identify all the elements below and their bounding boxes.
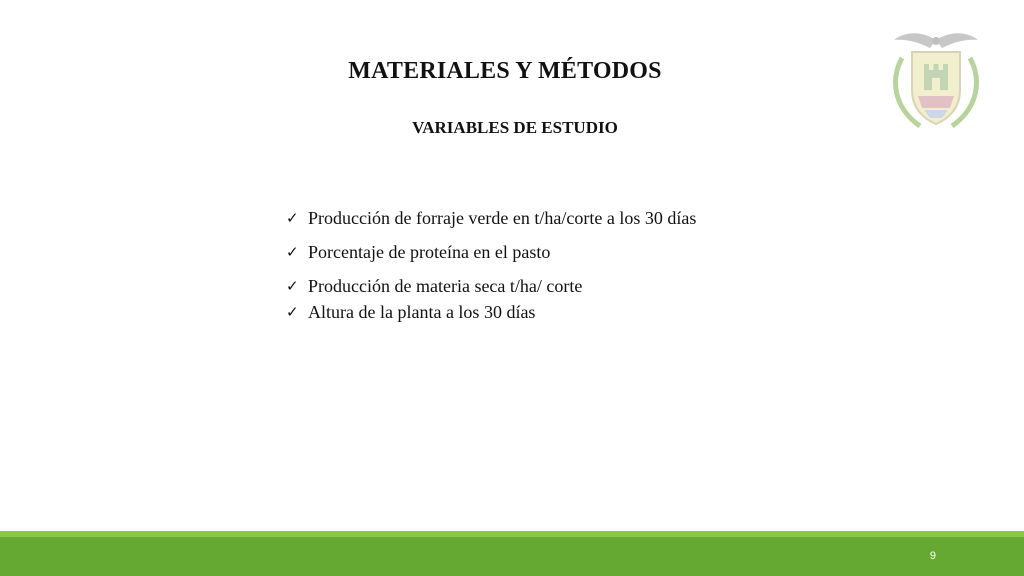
slide-title: MATERIALES Y MÉTODOS — [348, 58, 662, 84]
list-item — [286, 273, 696, 299]
list-item — [286, 205, 696, 231]
page-number: 9 — [929, 550, 936, 562]
slide-subtitle: VARIABLES DE ESTUDIO — [412, 118, 618, 137]
footer-bar — [0, 537, 1024, 576]
check-icon: ✓ — [286, 243, 299, 261]
list-item — [286, 239, 696, 265]
check-icon: ✓ — [286, 209, 299, 227]
check-icon: ✓ — [286, 277, 299, 295]
bullet-list — [286, 205, 696, 325]
coat-of-arms-icon — [880, 24, 992, 136]
bullet-text: Producción de materia seca t/ha/ corte — [308, 275, 583, 296]
bullet-text: Producción de forraje verde en t/ha/corte a los 30 días — [308, 207, 697, 228]
bullet-text: Porcentaje de proteína en el pasto — [308, 241, 551, 262]
list-item — [286, 299, 696, 325]
check-icon: ✓ — [286, 303, 299, 321]
bullet-text: Altura de la planta a los 30 días — [308, 301, 536, 322]
